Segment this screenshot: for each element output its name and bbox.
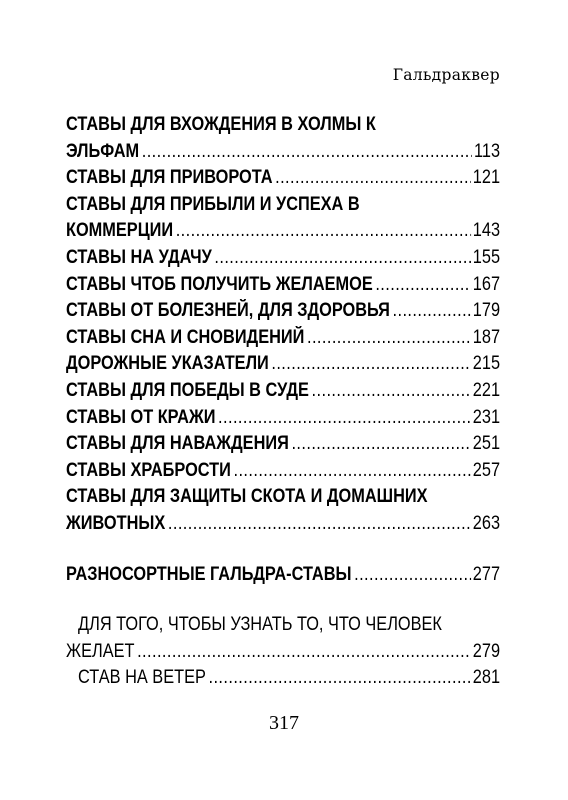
toc-entry-title: ДОРОЖНЫЕ УКАЗАТЕЛИ <box>66 353 269 375</box>
toc-entry-title: СТАВЫ ДЛЯ НАВАЖДЕНИЯ <box>66 433 289 455</box>
toc-page-number: 257 <box>472 459 501 481</box>
dot-leader <box>233 458 471 485</box>
dot-leader <box>375 272 471 299</box>
toc-entry <box>66 165 500 192</box>
toc-entry-title: СТАВЫ ДЛЯ ПРИВОРОТА <box>66 167 273 189</box>
toc-entry <box>66 351 500 378</box>
toc-entry <box>66 298 500 325</box>
dot-leader <box>393 298 472 325</box>
toc-entry <box>66 325 500 352</box>
toc-page-number: 251 <box>472 433 501 455</box>
toc-entry-title: СТАВЫ ДЛЯ ПРИБЫЛИ И УСПЕХА В <box>66 193 360 215</box>
toc-entry-title: СТАВЫ ОТ КРАЖИ <box>66 406 216 428</box>
toc-entry <box>66 378 500 405</box>
toc-entry <box>66 112 500 165</box>
toc-page-number: 281 <box>472 667 501 689</box>
toc-subentry <box>66 612 500 665</box>
table-of-contents <box>66 112 500 692</box>
toc-subentry <box>66 665 500 692</box>
toc-page-number: 113 <box>474 140 501 162</box>
toc-entry <box>66 431 500 458</box>
toc-entry-title: СТАВЫ НА УДАЧУ <box>66 246 212 268</box>
dot-leader <box>312 378 472 405</box>
toc-entry <box>66 192 500 245</box>
toc-page-number: 221 <box>472 379 501 401</box>
toc-page-number: 179 <box>472 300 501 322</box>
dot-leader <box>275 165 471 192</box>
toc-page-number: 155 <box>472 246 501 268</box>
toc-page-number: 279 <box>472 640 501 662</box>
toc-entry <box>66 245 500 272</box>
toc-entry <box>66 272 500 299</box>
toc-entry <box>66 405 500 432</box>
dot-leader <box>307 325 471 352</box>
dot-leader <box>168 511 471 538</box>
toc-entry-title: СТАВЫ ХРАБРОСТИ <box>66 459 231 481</box>
toc-page-number: 263 <box>472 512 501 534</box>
toc-entry-title: СТАВЫ ДЛЯ ЗАЩИТЫ СКОТА И ДОМАШНИХ <box>66 486 428 508</box>
dot-leader <box>208 665 471 692</box>
dot-leader <box>176 218 471 245</box>
running-header: Гальдраквер <box>392 66 500 84</box>
page-number: 317 <box>269 712 299 734</box>
toc-page-number: 121 <box>472 167 501 189</box>
toc-page-number: 215 <box>472 353 501 375</box>
toc-entry-title: ЖИВОТНЫХ <box>66 512 166 534</box>
dot-leader <box>291 431 471 458</box>
toc-entry-title: СТАВЫ ЧТОБ ПОЛУЧИТЬ ЖЕЛАЕМОЕ <box>66 273 373 295</box>
toc-page-number: 187 <box>472 326 501 348</box>
spacer <box>66 538 500 562</box>
toc-entry-title: СТАВЫ ДЛЯ ПОБЕДЫ В СУДЕ <box>66 379 309 401</box>
dot-leader <box>218 405 471 432</box>
dot-leader <box>214 245 471 272</box>
spacer <box>66 588 500 612</box>
dot-leader <box>137 639 471 666</box>
toc-page-number: 167 <box>472 273 501 295</box>
toc-page-number: 277 <box>472 563 501 585</box>
toc-subentry-title: ЖЕЛАЕТ <box>66 640 135 662</box>
dot-leader <box>271 351 471 378</box>
toc-entry-title: КОММЕРЦИИ <box>66 220 174 242</box>
toc-entry <box>66 484 500 537</box>
toc-entry-title: СТАВЫ СНА И СНОВИДЕНИЙ <box>66 326 305 348</box>
dot-leader <box>354 562 471 589</box>
toc-subentry-title: СТАВ НА ВЕТЕР <box>78 667 206 689</box>
toc-entry <box>66 458 500 485</box>
dot-leader <box>142 139 473 166</box>
toc-page-number: 231 <box>472 406 501 428</box>
toc-page-number: 143 <box>472 220 501 242</box>
toc-entry-title: СТАВЫ ОТ БОЛЕЗНЕЙ, ДЛЯ ЗДОРОВЬЯ <box>66 300 390 322</box>
toc-subentry-title: ДЛЯ ТОГО, ЧТОБЫ УЗНАТЬ ТО, ЧТО ЧЕЛОВЕК <box>78 614 442 636</box>
toc-entry-title: ЭЛЬФАМ <box>66 140 140 162</box>
toc-section-title: РАЗНОСОРТНЫЕ ГАЛЬДРА-СТАВЫ <box>66 563 352 585</box>
toc-section <box>66 562 500 589</box>
toc-entry-title: СТАВЫ ДЛЯ ВХОЖДЕНИЯ В ХОЛМЫ К <box>66 114 376 135</box>
